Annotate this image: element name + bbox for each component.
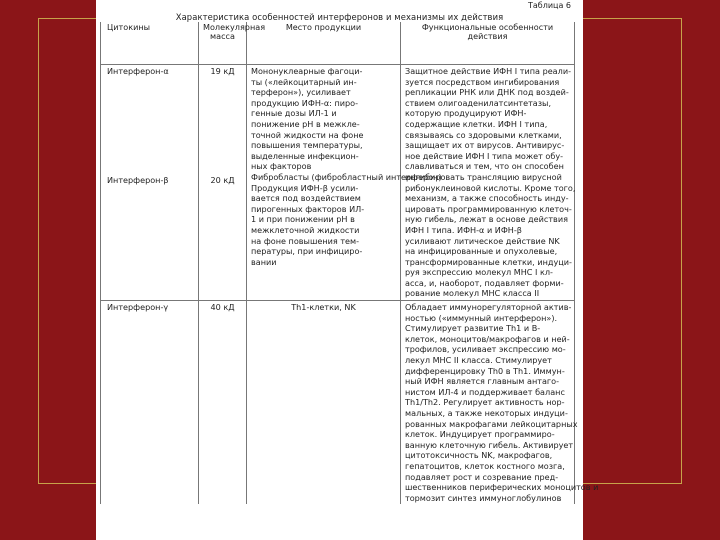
text-line: рованных макрофагами лейкоцитарных: [405, 418, 578, 429]
text-line: Стимулирует развитие Th1 и В-: [405, 323, 541, 334]
header-mass: Молекулярная масса: [199, 22, 247, 65]
text-line: трофилов, усиливает экспрессию мо-: [405, 344, 566, 355]
text-line: понижение pH в межкле-: [251, 118, 360, 129]
text-line: ванную клеточную гибель. Активирует: [405, 439, 574, 450]
text-line: точной жидкости на фоне: [251, 129, 364, 140]
text-line: трансформированные клетки, индуци-: [405, 256, 572, 267]
text-line: нистом ИЛ-4 и поддерживает баланс: [405, 386, 565, 397]
text-line: вании: [251, 256, 277, 267]
text-line: содержащие клетки. ИФН I типа,: [405, 118, 548, 129]
text-line: Мононуклеарные фагоци-: [251, 66, 363, 76]
text-line: усиливают литическое действие NK: [405, 235, 560, 246]
text-line: терферон»), усиливает: [251, 87, 351, 98]
text-line: ный ИФН является главным антаго-: [405, 376, 560, 387]
text-line: репликации РНК или ДНК под воздей-: [405, 87, 569, 98]
text-line: повышения температуры,: [251, 140, 363, 151]
text-line: вается под воздействием: [251, 193, 361, 204]
cytokine-name-alpha: Интерферон-α: [107, 66, 169, 76]
frame-line-right: [681, 18, 682, 484]
text-line: механизм, а также способность инду-: [405, 193, 569, 204]
source-cell: [247, 65, 442, 301]
text-line: подавляет рост и созревание пред-: [405, 471, 559, 482]
text-line: цировать программированную клеточ-: [405, 203, 572, 214]
text-line: межклеточной жидкости: [251, 224, 360, 235]
mass-gamma: 40 кД: [199, 301, 247, 505]
text-line: гепатоцитов, клеток костного мозга,: [405, 460, 565, 471]
mass-cell: [199, 65, 247, 301]
text-line: руя экспрессию молекул МНС I кл-: [405, 267, 553, 278]
text-line: зуется посредством ингибирования: [405, 76, 560, 87]
frame-line-left: [38, 18, 39, 484]
text-line: мальных, а также некоторых индуци-: [405, 408, 568, 418]
source-gamma: [247, 301, 401, 505]
interferon-table: [100, 22, 599, 504]
text-line: шественников периферических моноцитов и: [405, 482, 599, 493]
header-function: Функциональные особенности действия: [401, 22, 575, 65]
text-line: клеток. Индуцирует программиро-: [405, 429, 555, 440]
text-line: Обладает иммунорегуляторной актив-: [405, 302, 572, 313]
mass-beta: 20 кД: [210, 174, 235, 185]
table-number: Таблица 6: [527, 1, 571, 10]
text-line: ностью («иммунный интерферон»).: [405, 312, 558, 323]
text-line: ное действие ИФН I типа может обу-: [405, 150, 564, 161]
text-line: ИФН I типа. ИФН-α и ИФН-β: [405, 224, 522, 235]
text-line: которую продуцируют ИФН-: [405, 108, 527, 119]
text-line: генные дозы ИЛ-1 и: [251, 108, 337, 119]
text-line: ных факторов: [251, 161, 312, 172]
header-cytokines: Цитокины: [101, 22, 199, 65]
text-line: клеток, моноцитов/макрофагов и ней-: [405, 333, 570, 344]
cytokine-name-cell: [101, 65, 199, 301]
text-line: лекул МНС II класса. Стимулирует: [405, 355, 552, 366]
text-line: ты («лейкоцитарный ин-: [251, 76, 357, 87]
text-line: на фоне повышения тем-: [251, 235, 360, 246]
text-line: защищает их от вирусов. Антивирус-: [405, 140, 565, 151]
cytokine-name-gamma: Интерферон-γ: [101, 301, 199, 505]
text-line: Продукция ИФН-β усили-: [251, 182, 359, 193]
text-line: продукцию ИФН-α: пиро-: [251, 97, 359, 108]
text-line: связываясь со здоровыми клетками,: [405, 129, 562, 140]
text-line: ствием олигоаденилатсинтетазы,: [405, 97, 552, 108]
text-line: 1 и при понижении pH в: [251, 214, 355, 225]
text-line: ингибировать трансляцию вирусной: [405, 171, 562, 182]
text-line: асса, и, наоборот, подавляет форми-: [405, 277, 564, 288]
text-line: Защитное действие ИФН I типа реали-: [405, 66, 571, 76]
text-line: рибонуклеиновой кислоты. Кроме того,: [405, 182, 576, 193]
document-page: [96, 0, 599, 540]
text-line: славливаться и тем, что он способен: [405, 161, 564, 172]
text-line: пературы, при инфициро-: [251, 246, 363, 257]
source-beta: [251, 171, 442, 267]
text-line: тормозит синтез иммуноглобулинов: [405, 492, 562, 503]
source-alpha: [251, 66, 396, 172]
table-row-ifn-gamma: [101, 301, 575, 505]
text-line: цитотоксичность NK, макрофагов,: [405, 450, 553, 461]
table-caption: Характеристика особенностей интерферонов и механизмы их действия: [175, 12, 504, 22]
text-line: ную гибель, лежат в основе действия: [405, 214, 568, 225]
text-line: на инфицированные и опухолевые,: [405, 246, 558, 257]
function-cell-gamma: [401, 301, 599, 505]
text-line: выделенные инфекцион-: [251, 150, 359, 161]
text-line: Фибробласты (фибробластный интерферон): [251, 171, 442, 182]
table-row-ifn-alpha-beta: [101, 65, 575, 301]
mass-alpha: 19 кД: [210, 66, 235, 76]
text-line: дифференцировку Th0 в Th1. Иммун-: [405, 365, 565, 376]
cytokine-name-beta: Интерферон-β: [107, 174, 169, 185]
text-line: Th1-клетки, NK: [291, 302, 356, 313]
text-line: рование молекул МНС класса II: [405, 288, 540, 299]
function-cell-alpha-beta: [401, 65, 575, 301]
table-header-row: [101, 22, 575, 65]
text-line: Th1/Th2. Регулирует активность нор-: [405, 397, 565, 408]
header-source: Место продукции: [247, 22, 401, 65]
text-line: пирогенных факторов ИЛ-: [251, 203, 365, 214]
